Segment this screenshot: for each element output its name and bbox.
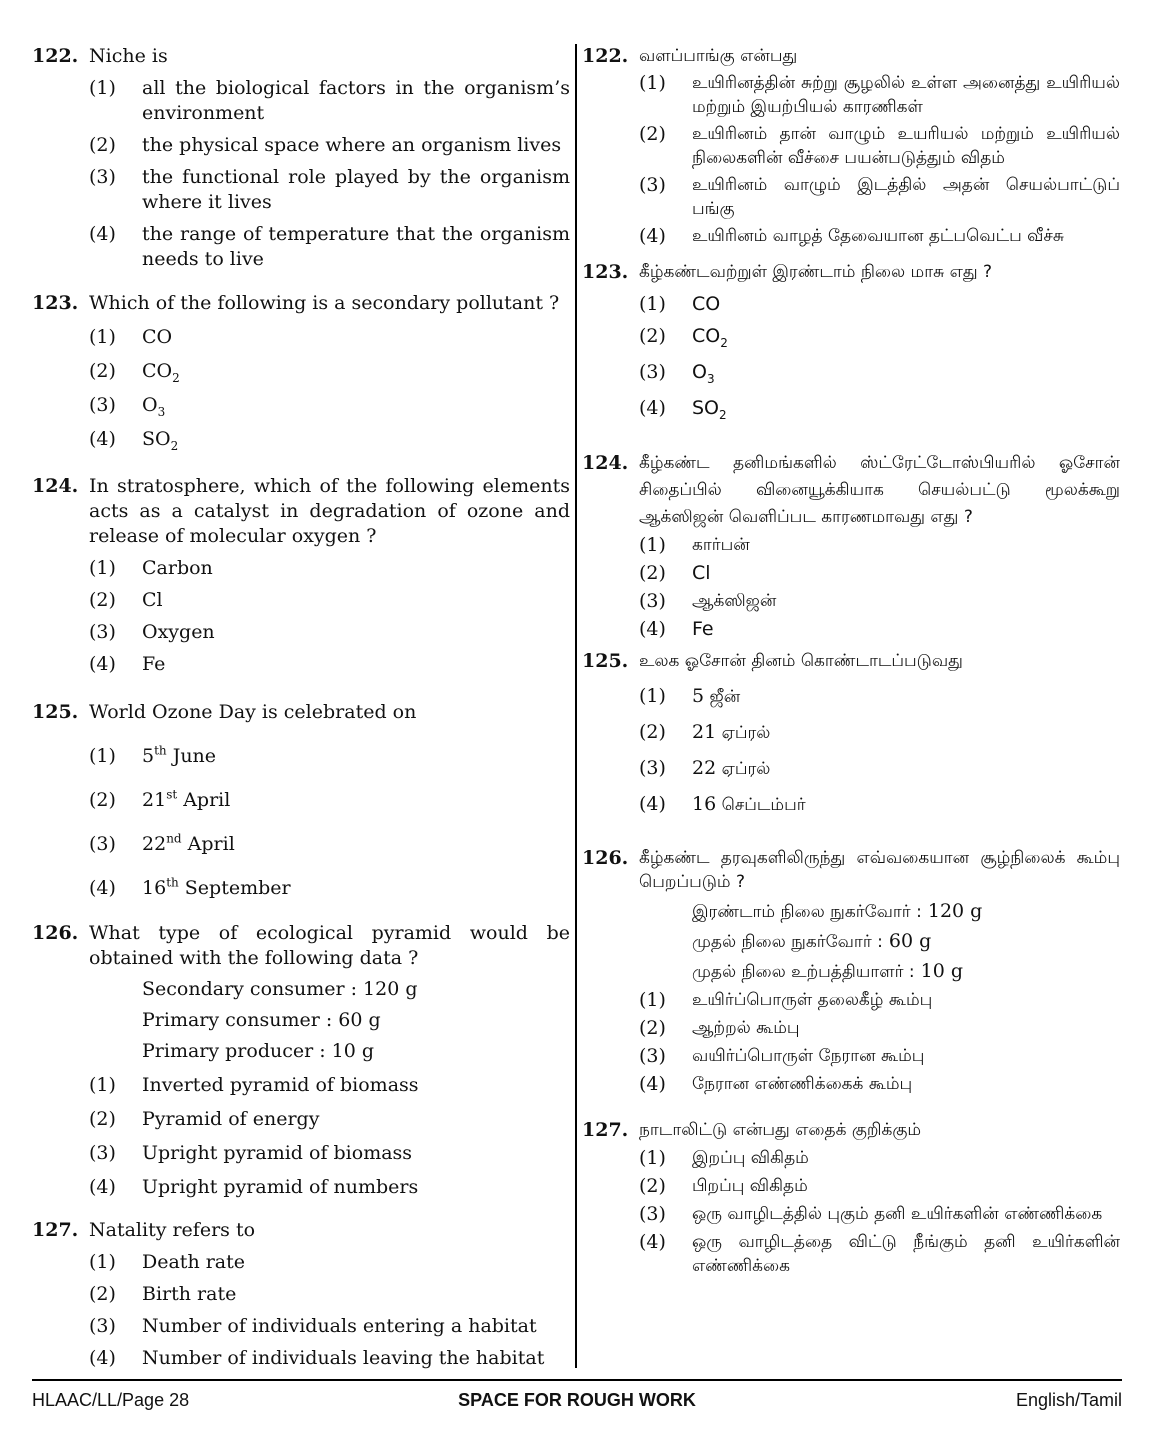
question-text: நாடாலிட்டு என்பது எதைக் குறிக்கும் bbox=[639, 1120, 922, 1140]
question-125-en bbox=[32, 700, 570, 901]
option: (1) CO bbox=[639, 293, 721, 315]
option: (3) ஒரு வாழிடத்தில் புகும் தனி உயிர்களின் எண்ணிக்கை bbox=[639, 1203, 1103, 1225]
option: (3) $O_3$ bbox=[89, 394, 166, 419]
option: (2) Cl bbox=[89, 589, 163, 611]
question-124-ta bbox=[582, 450, 1120, 641]
option: (4) $SO_2$ bbox=[639, 397, 727, 422]
option: (1) 5th June bbox=[89, 743, 217, 767]
data-list: இரண்டாம் நிலை நுகர்வோர் : 120 g முதல் நிலை நுகர்வோர் : 60 g முதல் நிலை உற்பத்தியாளர் : 10 g bbox=[692, 900, 983, 982]
question-125-ta bbox=[582, 649, 1120, 817]
option: (2) Cl bbox=[639, 562, 711, 584]
option: (4) நேரான எண்ணிக்கைக் கூம்பு bbox=[639, 1073, 913, 1095]
question-text: கீழ்கண்டவற்றுள் இரண்டாம் நிலை மாசு எது ? bbox=[639, 262, 992, 282]
question-number: 125. bbox=[582, 650, 629, 672]
question-126-en bbox=[32, 921, 570, 1200]
option: (3) $O_3$ bbox=[639, 361, 715, 386]
question-text: கீழ்கண்ட தனிமங்களில் ஸ்ட்ரேட்டோஸ்பியரில் ஓசோன் சிதைப்பில் வினையூக்கியாக செயல்பட்டு மூலக்கூறு ஆக்ஸிஜன் வெளிப்பட காரணமாவது எது ? bbox=[639, 453, 1120, 527]
tamil-column bbox=[582, 44, 1120, 1278]
rough-work-label: SPACE FOR ROUGH WORK bbox=[458, 1390, 696, 1410]
option: (2) $CO_2$ bbox=[639, 325, 728, 350]
data-list: Secondary consumer : 120 g Primary consumer : 60 g Primary producer : 10 g bbox=[142, 978, 418, 1062]
option: (1) இறப்பு விகிதம் bbox=[639, 1147, 809, 1169]
question-127-ta bbox=[582, 1118, 1120, 1278]
option: (3) the functional role played by the organism where it lives bbox=[89, 166, 570, 213]
question-123-en bbox=[32, 291, 570, 452]
question-text: கீழ்கண்ட தரவுகளிலிருந்து எவ்வகையான சூழ்நிலைக் கூம்பு பெறப்படும் ? bbox=[639, 848, 1120, 892]
option: (2) $CO_2$ bbox=[89, 360, 180, 385]
option: (1) CO bbox=[89, 326, 173, 348]
question-number: 123. bbox=[32, 292, 79, 314]
question-text: Niche is bbox=[89, 45, 168, 67]
question-123-ta bbox=[582, 260, 1120, 420]
option: (4) the range of temperature that the organism needs to live bbox=[89, 223, 570, 270]
option: (2) 21 ஏப்ரல் bbox=[639, 721, 771, 743]
question-number: 127. bbox=[582, 1119, 629, 1141]
option: (1) Death rate bbox=[89, 1251, 246, 1273]
option: (1) உயிர்ப்பொருள் தலைகீழ் கூம்பு bbox=[639, 989, 933, 1011]
option: (3) 22 ஏப்ரல் bbox=[639, 757, 771, 779]
option: (4) உயிரினம் வாழத் தேவையான தட்பவெட்ப வீச்சு bbox=[639, 225, 1064, 247]
page-code: HLAAC/LL/Page 28 bbox=[32, 1390, 190, 1410]
option: (1) Carbon bbox=[89, 557, 213, 579]
question-text: Which of the following is a secondary pollutant ? bbox=[89, 292, 560, 314]
option: (2) Birth rate bbox=[89, 1283, 237, 1305]
question-124-en bbox=[32, 474, 570, 677]
question-number: 123. bbox=[582, 261, 629, 283]
question-text: உலக ஓசோன் தினம் கொண்டாடப்படுவது bbox=[639, 651, 963, 671]
option: (4) $SO_2$ bbox=[89, 428, 179, 453]
option: (1) உயிரினத்தின் சுற்று சூழலில் உள்ள அனைத்து உயிரியல் மற்றும் இயற்பியல் காரணிகள் bbox=[639, 72, 1120, 117]
option: (2) உயிரினம் தான் வாழும் உயரியல் மற்றும் உயிரியல் நிலைகளின் வீச்சை பயன்படுத்தும் விதம் bbox=[639, 123, 1120, 168]
footer-rule bbox=[32, 1379, 1122, 1381]
option: (4) Upright pyramid of numbers bbox=[89, 1176, 419, 1198]
option: (1) 5 ஜீன் bbox=[639, 685, 741, 707]
question-number: 126. bbox=[32, 922, 79, 944]
option: (4) 16 செப்டம்பர் bbox=[639, 793, 806, 815]
question-text: World Ozone Day is celebrated on bbox=[89, 701, 417, 723]
option: (3) Oxygen bbox=[89, 621, 215, 643]
question-number: 122. bbox=[32, 45, 79, 67]
option: (1) all the biological factors in the organism’s environment bbox=[89, 77, 570, 124]
english-column bbox=[32, 44, 570, 1371]
question-text: In stratosphere, which of the following elements acts as a catalyst in degradation of ozone and release of molecular oxygen ? bbox=[89, 475, 570, 547]
option: (4) Number of individuals leaving the habitat bbox=[89, 1347, 545, 1369]
question-text: What type of ecological pyramid would be obtained with the following data ? bbox=[89, 922, 570, 969]
question-number: 125. bbox=[32, 701, 79, 723]
option: (2) ஆற்றல் கூம்பு bbox=[639, 1017, 800, 1039]
option: (2) Pyramid of energy bbox=[89, 1108, 320, 1130]
option: (3) Upright pyramid of biomass bbox=[89, 1142, 413, 1164]
page-footer bbox=[32, 1390, 1122, 1414]
language-label: English/Tamil bbox=[1015, 1390, 1122, 1410]
option: (1) கார்பன் bbox=[639, 534, 750, 556]
option: (3) வயிர்ப்பொருள் நேரான கூம்பு bbox=[639, 1045, 925, 1067]
option: (3) ஆக்ஸிஜன் bbox=[639, 590, 777, 612]
option: (4) ஒரு வாழிடத்தை விட்டு நீங்கும் தனி உயிர்களின் எண்ணிக்கை bbox=[639, 1231, 1120, 1276]
question-number: 122. bbox=[582, 45, 629, 67]
option: (1) Inverted pyramid of biomass bbox=[89, 1074, 419, 1096]
option: (4) Fe bbox=[89, 653, 166, 675]
option: (3) Number of individuals entering a habitat bbox=[89, 1315, 537, 1337]
option: (2) பிறப்பு விகிதம் bbox=[639, 1175, 808, 1197]
question-text: Natality refers to bbox=[89, 1219, 256, 1241]
question-text: வளப்பாங்கு என்பது bbox=[639, 46, 798, 66]
option: (4) Fe bbox=[639, 618, 714, 640]
question-number: 126. bbox=[582, 847, 629, 869]
question-number: 124. bbox=[582, 452, 629, 474]
question-122-ta bbox=[582, 44, 1120, 248]
option: (3) உயிரினம் வாழும் இடத்தில் அதன் செயல்பாட்டுப் பங்கு bbox=[639, 174, 1120, 219]
option: (3) 22nd April bbox=[89, 831, 235, 855]
question-number: 127. bbox=[32, 1219, 79, 1241]
column-divider bbox=[575, 44, 577, 1368]
option: (2) 21st April bbox=[89, 787, 231, 811]
question-127-en bbox=[32, 1218, 570, 1371]
question-126-ta bbox=[582, 846, 1120, 1096]
option: (4) 16th September bbox=[89, 875, 291, 899]
question-number: 124. bbox=[32, 475, 79, 497]
question-122-en bbox=[32, 44, 570, 272]
option: (2) the physical space where an organism lives bbox=[89, 134, 562, 156]
